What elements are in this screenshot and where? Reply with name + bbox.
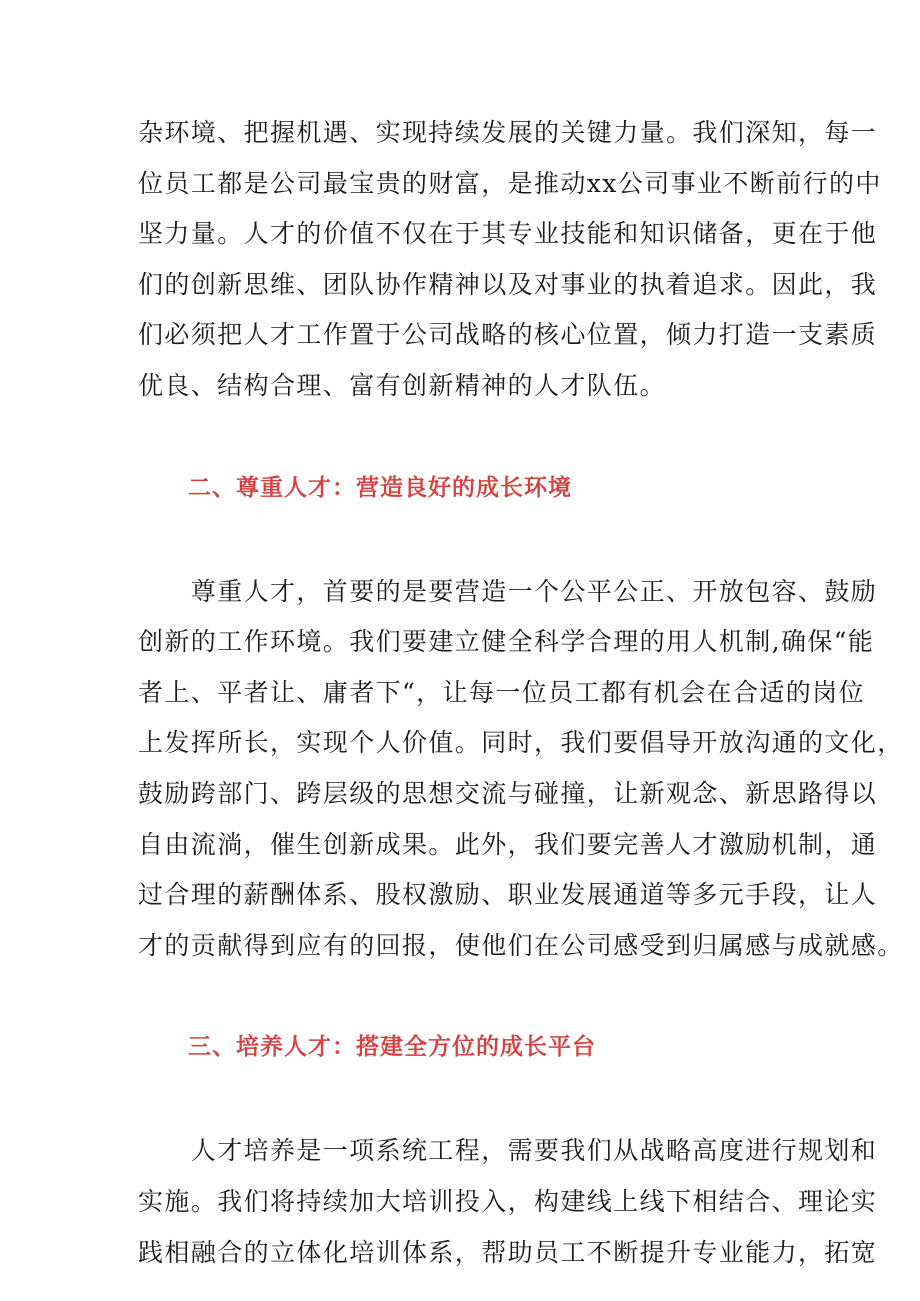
text-line: 们必须把人才工作置于公司战略的核心位置，倾力打造一支素质 — [138, 320, 878, 350]
text-line: 者上、平者让、庸者下“，让每一位员工都有机会在合适的岗位 — [138, 677, 865, 707]
text-line: 实施。我们将持续加大培训投入，构建线上线下相结合、理论实 — [138, 1186, 878, 1216]
section-2-heading: 二、尊重人才：营造良好的成长环境 — [188, 473, 572, 501]
text-line: 位员工都是公司最宝贵的财富，是推动xx公司事业不断前行的中 — [138, 168, 882, 198]
paragraph-1 — [138, 108, 882, 412]
text-line: 创新的工作环境。我们要建立健全科学合理的用人机制,确保“能 — [138, 627, 875, 657]
text-line: 优良、结构合理、富有创新精神的人才队伍。 — [138, 370, 667, 400]
text-line: 人才培养是一项系统工程，需要我们从战略高度进行规划和 — [138, 1136, 878, 1166]
text-line: 才的贡献得到应有的回报，使他们在公司感受到归属感与成就感。 — [138, 930, 904, 960]
text-line: 们的创新思维、团队协作精神以及对事业的执着追求。因此，我 — [138, 269, 878, 299]
text-line: 尊重人才，首要的是要营造一个公平公正、开放包容、鼓励 — [138, 576, 878, 606]
section-3-heading: 三、培养人才：搭建全方位的成长平台 — [188, 1033, 596, 1061]
text-line: 上发挥所长，实现个人价值。同时，我们要倡导开放沟通的文化， — [138, 728, 904, 758]
section-2-paragraph — [138, 567, 904, 972]
document-page — [138, 108, 904, 1278]
text-line: 杂环境、把握机遇、实现持续发展的关键力量。我们深知，每一 — [138, 118, 878, 147]
text-line: 鼓励跨部门、跨层级的思想交流与碰撞，让新观念、新思路得以 — [138, 778, 878, 808]
text-line: 自由流淌，催生创新成果。此外，我们要完善人才激励机制，通 — [138, 829, 878, 859]
text-line: 践相融合的立体化培训体系，帮助员工不断提升专业能力，拓宽 — [138, 1237, 878, 1267]
section-3-paragraph — [138, 1126, 878, 1278]
text-line: 过合理的薪酬体系、股权激励、职业发展通道等多元手段，让人 — [138, 880, 878, 910]
text-line: 坚力量。人才的价值不仅在于其专业技能和知识储备，更在于他 — [138, 219, 878, 249]
